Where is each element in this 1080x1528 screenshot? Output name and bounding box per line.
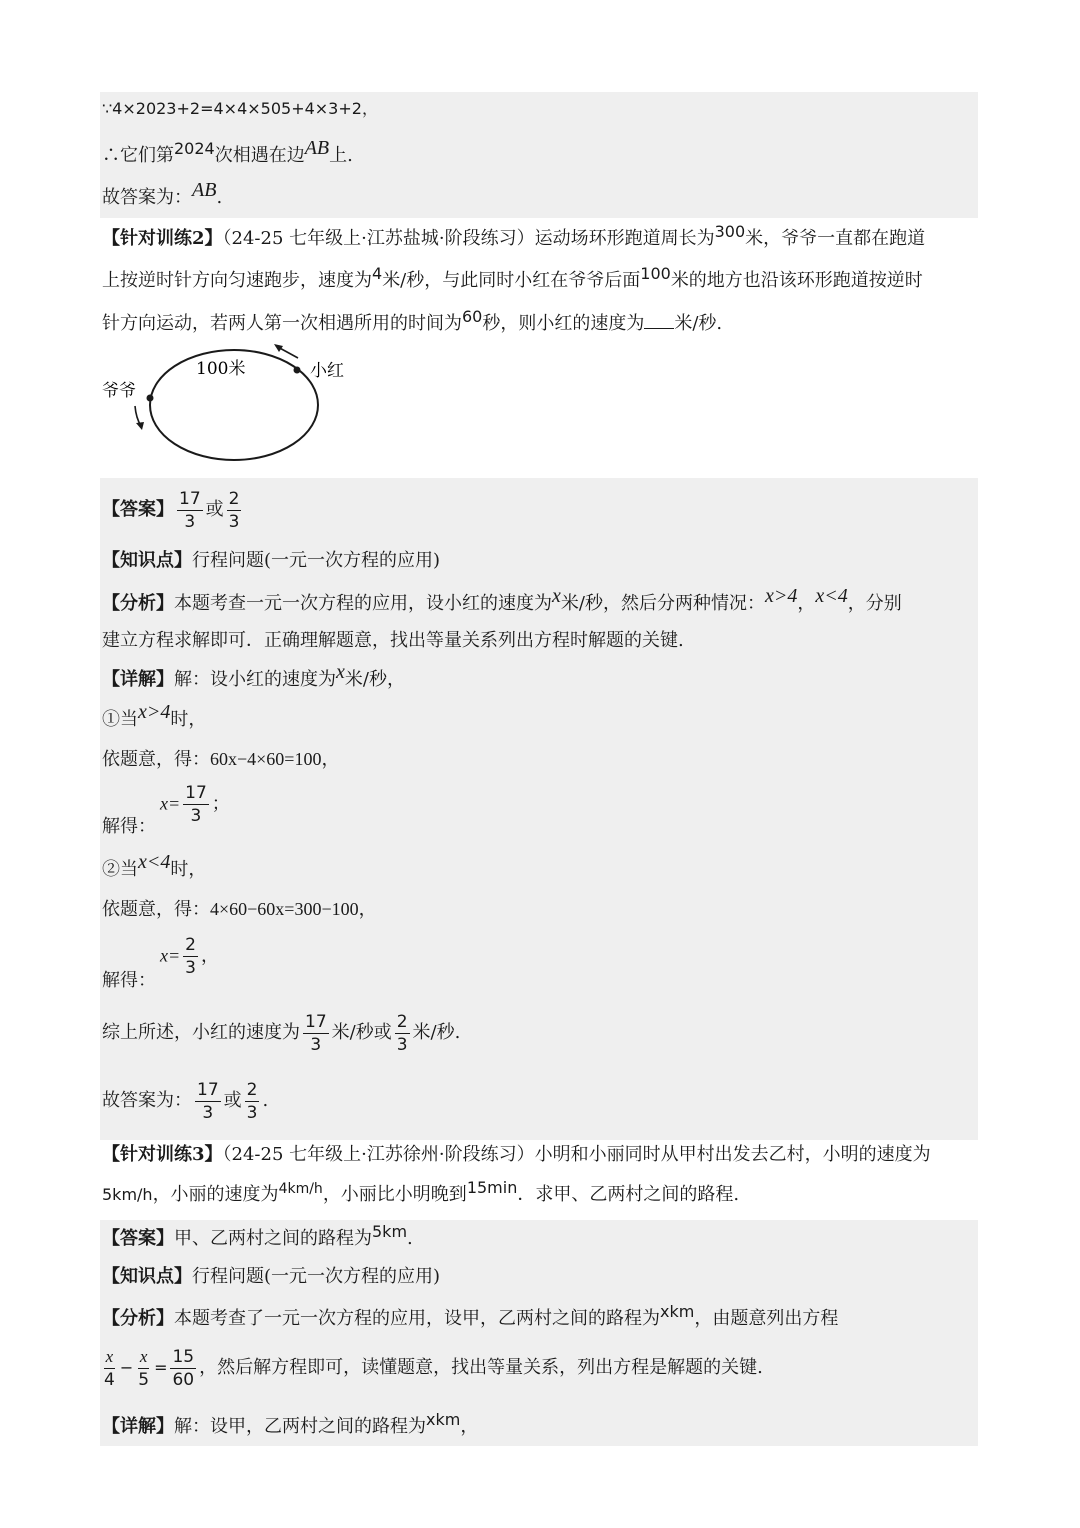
distance-label: 100米 (196, 359, 246, 379)
solution-2: 解得： x= $\frac{2}{3}$ ， (102, 935, 219, 991)
grandpa-point (147, 395, 154, 402)
fraction-17-3: $\frac{17}{3}$ (185, 783, 207, 826)
track-figure (98, 340, 378, 470)
fraction-2-3: $\frac{2}{3}$ (396, 1011, 408, 1055)
answer-blank (644, 310, 674, 329)
fraction-2-3: $\frac{2}{3}$ (228, 488, 240, 532)
xiaohong-point (294, 367, 301, 374)
training-3-line-2: 5km/h，小丽的速度为$^{4km/h}$，小丽比小明晚到15min．求甲、乙两村之间的路程. (102, 1178, 740, 1205)
fraction-17-3: $\frac{17}{3}$ (179, 488, 201, 532)
detail-2-line-1: 【详解】解：设小红的速度为x米/秒， (102, 661, 405, 690)
fraction-x-5: $\frac{x}{5}$ (138, 1346, 150, 1390)
summary-2: 综上所述，小红的速度为 $\frac{17}{3}$ 米/秒或 $\frac{2}{3}$ 米/秒. (102, 1011, 461, 1055)
detail-3-line-1: 【详解】解：设甲，乙两村之间的路程为xkm， (102, 1410, 479, 1437)
training-3-line-1: 【针对训练3】（24-25 七年级上·江苏徐州·阶段练习）小明和小丽同时从甲村出发去乙村，小明的速度为 (102, 1144, 931, 1165)
final-answer-2: 故答案为： $\frac{17}{3}$ 或 $\frac{2}{3}$ . (102, 1079, 269, 1123)
equation-1: 依题意，得：60x−4×60=100， (102, 749, 340, 770)
training-2-line-3: 针方向运动，若两人第一次相遇所用的时间为60秒，则小红的速度为 米/秒. (102, 307, 723, 334)
fraction-2-3: $\frac{2}{3}$ (246, 1079, 258, 1123)
prev-step-equation: ∵4×2023+2=4×4×505+4×3+2， (102, 99, 378, 118)
training-2-line-2: 上按逆时针方向匀速跑步，速度为4米/秒，与此同时小红在爷爷后面100米的地方也沿该环形跑道按逆时 (102, 264, 923, 291)
knowledge-point-2: 【知识点】行程问题(一元一次方程的应用) (102, 550, 441, 571)
analysis-3-line-1: 【分析】本题考查了一元一次方程的应用，设甲，乙两村之间的路程为xkm，由题意列出方程 (102, 1302, 839, 1329)
case-1: ①当x>4时， (102, 701, 207, 730)
fraction-17-3: $\frac{17}{3}$ (197, 1079, 219, 1123)
solution-shade-3 (100, 1220, 978, 1446)
equation-2: 依题意，得：4×60−60x=300−100， (102, 899, 377, 920)
analysis-3-line-2: $\frac{x}{4}$ − $\frac{x}{5}$ = $\frac{15}{60}$ ，然后解方程即可，读懂题意，找出等量关系，列出方程是解题的关键. (104, 1346, 763, 1390)
answer-3: 【答案】甲、乙两村之间的路程为5km. (102, 1222, 413, 1249)
xiaohong-label: 小红 (310, 361, 344, 381)
analysis-2-line-1: 【分析】本题考查一元一次方程的应用，设小红的速度为x米/秒，然后分两种情况：x>4，x<4，分别 (102, 585, 902, 614)
knowledge-point-3: 【知识点】行程问题(一元一次方程的应用) (102, 1266, 441, 1287)
xiaohong-arrow-head (274, 344, 283, 352)
prev-final-answer: 故答案为：AB. (102, 179, 223, 208)
fraction-15-60: $\frac{15}{60}$ (172, 1346, 195, 1390)
training-2-line-1: 【针对训练2】（24-25 七年级上·江苏盐城·阶段练习）运动场环形跑道周长为300米，爷爷一直都在跑道 (102, 222, 926, 249)
prev-step-conclusion: ∴它们第2024次相遇在边AB上. (102, 137, 353, 166)
fraction-2-3: $\frac{2}{3}$ (185, 935, 196, 978)
fraction-17-3: $\frac{17}{3}$ (305, 1011, 327, 1055)
solution-1: 解得： x= $\frac{17}{3}$ ； (102, 783, 230, 837)
analysis-2-line-2: 建立方程求解即可．正确理解题意，找出等量关系列出方程时解题的关键. (102, 630, 684, 651)
grandpa-arrow-head (136, 422, 144, 430)
answer-2: 【答案】 $\frac{17}{3}$ 或 $\frac{2}{3}$ (102, 488, 240, 532)
case-2: ②当x<4时， (102, 851, 207, 880)
grandpa-label: 爷爷 (102, 381, 136, 401)
fraction-x-4: $\frac{x}{4}$ (104, 1346, 115, 1390)
solution-2-expr: x= $\frac{2}{3}$ ， (160, 935, 219, 978)
solution-1-expr: x= $\frac{17}{3}$ ； (160, 783, 230, 826)
